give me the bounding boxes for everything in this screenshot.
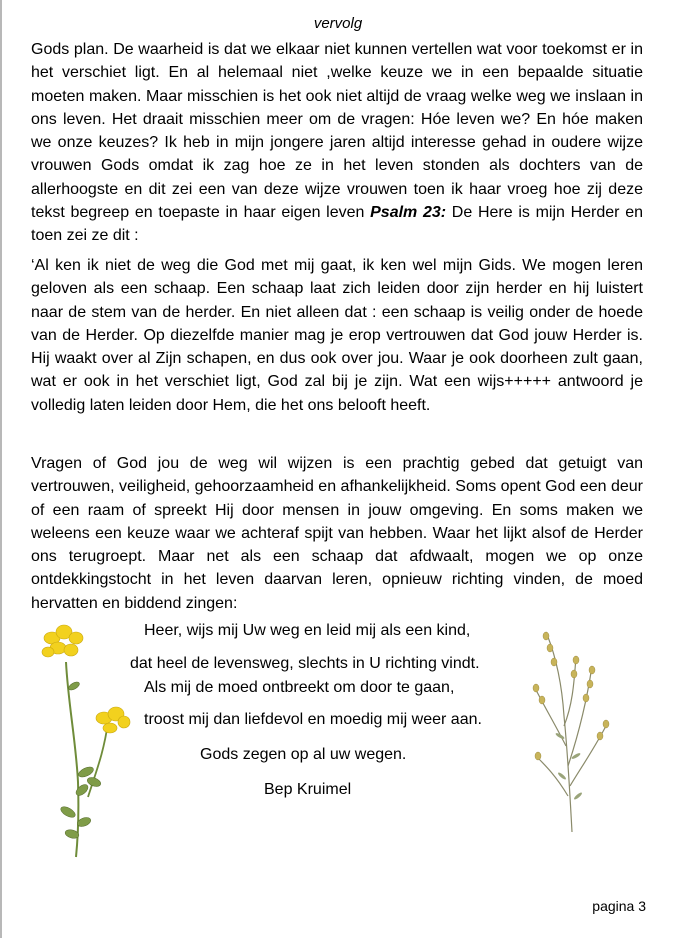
poem-line-3: Als mij de moed ontbreekt om door te gaan, — [144, 679, 455, 696]
paragraph-1-text-end: De Here is mijn Herder en toen zei ze dit : — [31, 204, 643, 245]
blessing-line: Gods zegen op al uw wegen. — [200, 746, 407, 763]
paragraph-1-text-start: Gods plan. De waarheid is dat we elkaar niet kunnen vertellen wat voor toekomst er in het verschiet ligt. En al helemaal niet ,welke keuze we in een bepaalde situatie moeten maken. Maar misschien is het ook niet altijd de vraag welke weg we inslaan in ons leven. Het draait misschien meer om de vragen: Hóe leven we? En hóe maken we onze keuzes? Ik heb in mijn jongere jaren altijd interesse gehad in oudere wijze vrouwen Gods omdat ik zag hoe ze in het leven stonden als dochters van de allerhoogste en dit zei een van deze wijze vrouwen toen ik haar vroeg hoe zij deze tekst begreep en toepaste in haar eigen leven — [31, 41, 643, 222]
page-number: pagina 3 — [592, 898, 646, 914]
author-signature: Bep Kruimel — [264, 781, 352, 798]
paragraph-3: Vragen of God jou de weg wil wijzen is een prachtig gebed dat getuigt van vertrouwen, veiligheid, gehoorzaamheid en afhankelijkheid. Soms opent God een deur of een raam of spreekt Hij door mensen in jouw omgeving. En soms maken we weleens een keuze waar we achteraf spijt van hebben. Waar het lijkt alsof de Herder ons terugroept. Maar net als een schaap dat afdwaalt, mogen we op onze ontdekkingstocht in het leven daarvan leren, opnieuw richting vinden, de moed hervatten en biddend zingen: — [31, 455, 643, 612]
dried-flower-illustration — [516, 626, 616, 834]
psalm-reference: Psalm 23: — [370, 204, 447, 222]
poem-line-4: troost mij dan liefdevol en moedig mij weer aan. — [144, 711, 482, 728]
header-continued: vervolg — [313, 15, 363, 32]
paragraph-1 — [31, 38, 643, 248]
paragraph-2: ‘Al ken ik niet de weg die God met mij gaat, ik ken wel mijn Gids. We mogen leren geloven als een schaap. Een schaap laat zich leiden door zijn herder en hij luistert naar de stem van de herder. En niet alleen dat : een schaap is veilig onder de hoede van de Herder. Op diezelfde manier mag je erop vertrouwen dat God jouw Herder is. Hij waakt over al Zijn schapen, en dus ook over jou. Waar je ook doorheen zult gaan, wat er ook in het verschiet ligt, God zal bij je zijn. Wat een wijs+++++ antwoord je volledig laten leiden door Hem, die het ons belooft heeft. — [31, 257, 643, 414]
poem-line-2: dat heel de levensweg, slechts in U richting vindt. — [130, 655, 480, 672]
page-edge — [0, 0, 2, 938]
poem-line-1: Heer, wijs mij Uw weg en leid mij als een kind, — [144, 622, 471, 639]
yellow-flower-illustration — [38, 622, 136, 860]
